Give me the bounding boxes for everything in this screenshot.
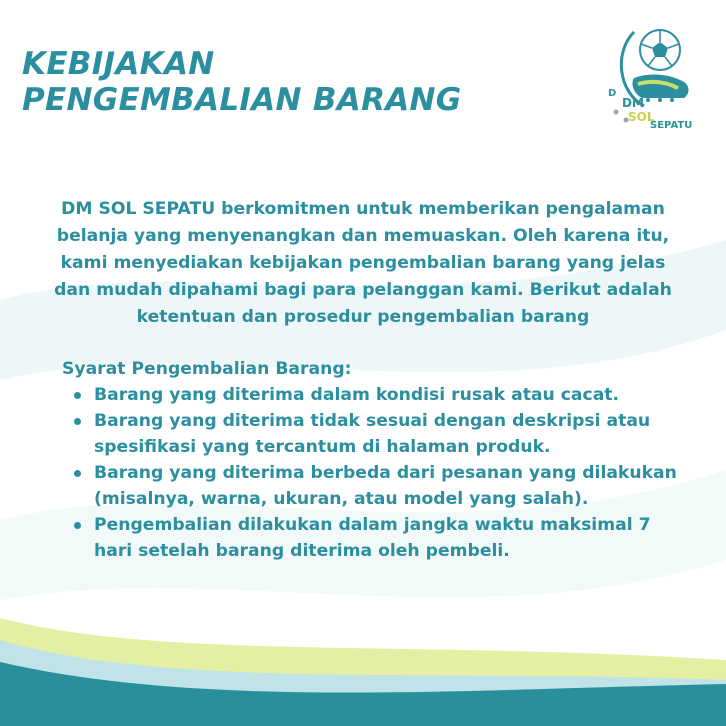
logo-letter-d: D — [608, 88, 617, 99]
condition-text: Barang yang diterima berbeda dari pesanan yang dilakukan (misalnya, warna, ukuran, atau model yang salah). — [94, 463, 677, 509]
condition-text: Pengembalian dilakukan dalam jangka waktu maksimal 7 hari setelah barang diterima oleh pembeli. — [94, 515, 651, 561]
bullet-icon — [74, 470, 81, 477]
logo-sepatu: SEPATU — [650, 120, 693, 131]
list-item — [62, 408, 692, 460]
list-item — [62, 382, 692, 408]
return-conditions — [62, 356, 692, 564]
soccer-ball-icon — [640, 30, 680, 70]
page-title — [22, 46, 462, 118]
bullet-icon — [74, 522, 81, 529]
logo-graphic — [604, 22, 710, 134]
intro-paragraph: DM SOL SEPATU berkomitmen untuk memberikan pengalaman belanja yang menyenangkan dan memuaskan. Oleh karena itu, kami menyediakan kebijakan pengembalian barang yang jelas dan mudah dipahami bagi para pelanggan kami. Berikut adalah ketentuan dan prosedur pengembalian barang — [54, 199, 672, 327]
brand-logo — [604, 22, 710, 134]
condition-text: Barang yang diterima dalam kondisi rusak atau cacat. — [94, 385, 620, 405]
logo-dot-1 — [614, 110, 619, 115]
title-line-2: PENGEMBALIAN BARANG — [22, 82, 462, 118]
logo-dm: DM — [622, 96, 644, 110]
conditions-heading: Syarat Pengembalian Barang: — [62, 359, 352, 379]
bullet-icon — [74, 392, 81, 399]
conditions-list — [62, 382, 692, 564]
list-item — [62, 512, 692, 564]
bullet-icon — [74, 418, 81, 425]
list-item — [62, 460, 692, 512]
logo-sol: SOL — [628, 110, 655, 124]
condition-text: Barang yang diterima tidak sesuai dengan deskripsi atau spesifikasi yang tercantum di halaman produk. — [94, 411, 651, 457]
title-line-1: KEBIJAKAN — [22, 46, 215, 82]
